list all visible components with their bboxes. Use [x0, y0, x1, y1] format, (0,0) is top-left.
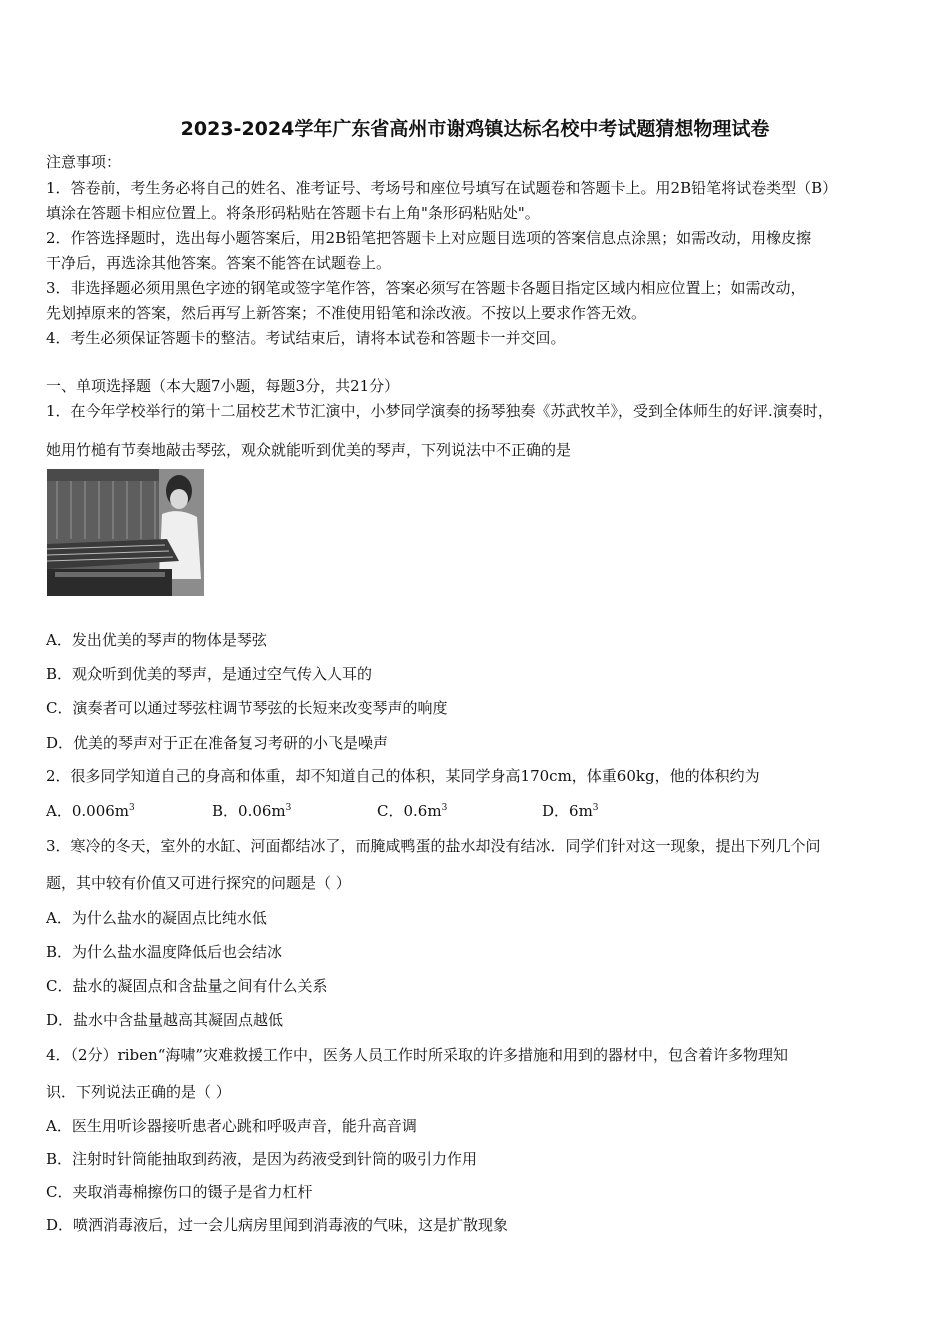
q2-option-c: C．$0.6m^3$ [377, 802, 448, 820]
photo-illustration [47, 469, 204, 596]
q3-option-a: A．为什么盐水的凝固点比纯水低 [46, 909, 267, 927]
notice-heading: 注意事项： [46, 153, 122, 171]
notice-line: 先划掉原来的答案，然后再写上新答案；不准使用铅笔和涂改液。不按以上要求作答无效。 [46, 304, 647, 322]
q4-stem: 识．下列说法正确的是（ ） [46, 1083, 231, 1101]
q4-option-a: A．医生用听诊器接听患者心跳和呼吸声音，能升高音调 [46, 1117, 417, 1135]
page-title: 2023-2024学年广东省高州市谢鸡镇达标名校中考试题猜想物理试卷 [180, 118, 770, 140]
q4-option-b: B．注射时针筒能抽取到药液，是因为药液受到针筒的吸引力作用 [46, 1150, 478, 1168]
q3-option-c: C．盐水的凝固点和含盐量之间有什么关系 [46, 977, 328, 995]
notice-line: 1．答卷前，考生务必将自己的姓名、准考证号、考场号和座位号填写在试题卷和答题卡上。用2B铅笔将试卷类型（B） [46, 179, 838, 197]
notice-line: 填涂在答题卡相应位置上。将条形码粘贴在答题卡右上角"条形码粘贴处"。 [46, 204, 540, 222]
q3-option-d: D．盐水中含盐量越高其凝固点越低 [46, 1011, 284, 1029]
q4-stem: 4．（2分）riben“海啸”灾难救援工作中，医务人员工作时所采取的许多措施和用到的器材中，包含着许多物理知 [46, 1046, 789, 1064]
q3-stem: 3．寒冷的冬天，室外的水缸、河面都结冰了，而腌咸鸭蛋的盐水却没有结冰．同学们针对这一现象，提出下列几个问 [46, 837, 821, 855]
q3-stem: 题，其中较有价值又可进行探究的问题是（ ） [46, 874, 351, 892]
q4-option-c: C．夹取消毒棉擦伤口的镊子是省力杠杆 [46, 1183, 313, 1201]
q2-option-a: A．$0.006m^3$ [46, 802, 135, 820]
dulcimer-player-photo [47, 469, 204, 596]
q2-option-d: D．$6m^3$ [542, 802, 599, 820]
q1-option-a: A．发出优美的琴声的物体是琴弦 [46, 631, 267, 649]
notice-line: 干净后，再选涂其他答案。答案不能答在试题卷上。 [46, 254, 392, 272]
section-heading: 一、单项选择题（本大题7小题，每题3分，共21分） [46, 377, 400, 395]
q1-option-b: B．观众听到优美的琴声，是通过空气传入人耳的 [46, 665, 373, 683]
q1-stem: 她用竹槌有节奏地敲击琴弦，观众就能听到优美的琴声，下列说法中不正确的是 [46, 441, 572, 459]
q2-stem: 2．很多同学知道自己的身高和体重，却不知道自己的体积，某同学身高170cm，体重60kg，他的体积约为 [46, 767, 760, 785]
notice-line: 4．考生必须保证答题卡的整洁。考试结束后，请将本试卷和答题卡一并交回。 [46, 329, 566, 347]
notice-line: 2．作答选择题时，选出每小题答案后，用2B铅笔把答题卡上对应题目选项的答案信息点涂黑；如需改动，用橡皮擦 [46, 229, 812, 247]
q1-option-c: C．演奏者可以通过琴弦柱调节琴弦的长短来改变琴声的响度 [46, 699, 448, 717]
q1-option-d: D．优美的琴声对于正在准备复习考研的小飞是噪声 [46, 734, 389, 752]
q1-stem: 1．在今年学校举行的第十二届校艺术节汇演中，小梦同学演奏的扬琴独奏《苏武牧羊》，受到全体师生的好评.演奏时， [46, 402, 833, 420]
q4-option-d: D．喷洒消毒液后，过一会儿病房里闻到消毒液的气味，这是扩散现象 [46, 1216, 509, 1234]
q3-option-b: B．为什么盐水温度降低后也会结冰 [46, 943, 283, 961]
notice-line: 3．非选择题必须用黑色字迹的钢笔或签字笔作答，答案必须写在答题卡各题目指定区域内相应位置上；如需改动， [46, 279, 806, 297]
q2-option-b: B．$0.06m^3$ [212, 802, 292, 820]
